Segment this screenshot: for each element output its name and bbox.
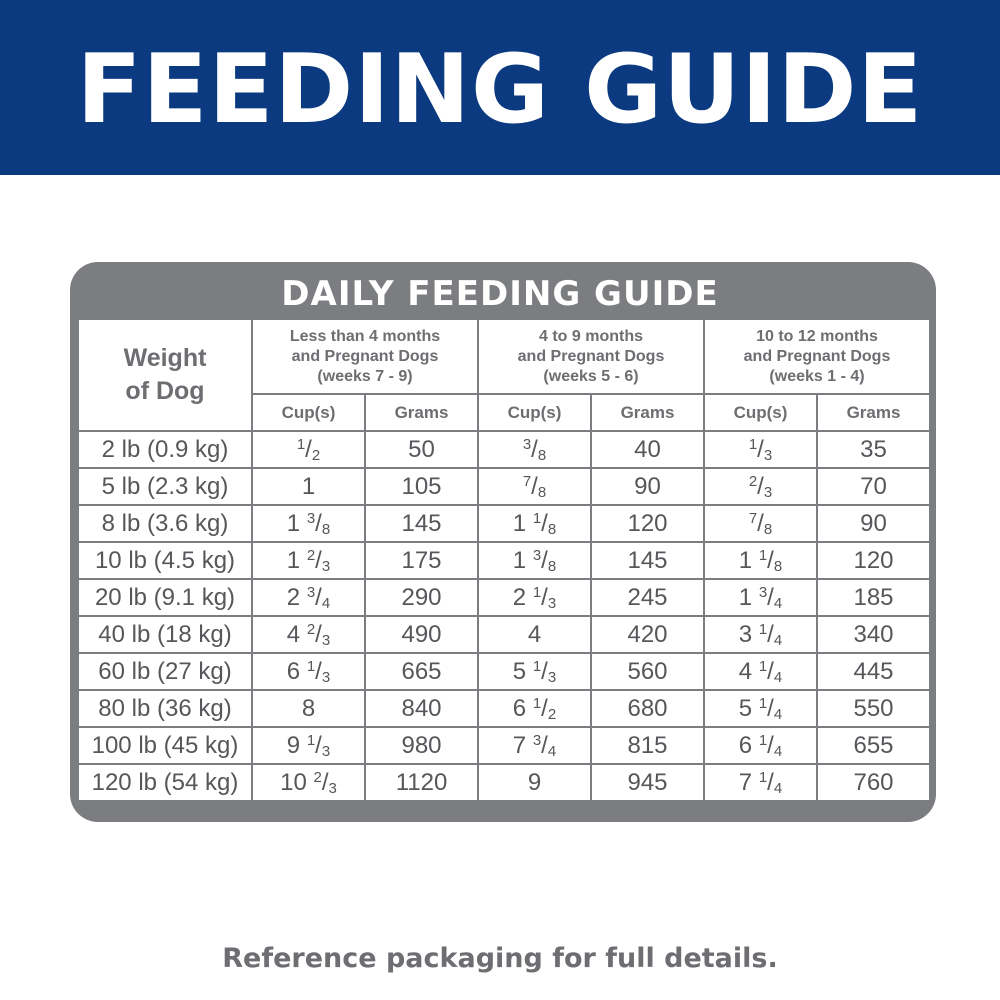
cups-cell: 5 $^1/_3$ [478, 653, 591, 690]
cups-cell: 2 $^3/_4$ [252, 579, 365, 616]
cups-cell: 1 $^1/_8$ [478, 505, 591, 542]
age-group-line: (weeks 5 - 6) [543, 367, 639, 385]
cups-cell: 9 [478, 764, 591, 801]
card-title: DAILY FEEDING GUIDE [281, 274, 719, 314]
cups-cell [478, 431, 591, 468]
fraction: $^2/_3$ [306, 546, 331, 575]
weight-cell: 8 lb (3.6 kg) [78, 505, 252, 542]
fraction: $^1/_4$ [758, 731, 783, 760]
weight-header-line-1: Weight [123, 344, 207, 372]
age-group-line: (weeks 1 - 4) [769, 367, 865, 385]
fraction: $^3/_8$ [532, 546, 557, 575]
cups-cell [704, 468, 817, 505]
grams-cell: 760 [817, 764, 930, 801]
cups-cell: 1 $^3/_4$ [704, 579, 817, 616]
table-row [78, 579, 930, 616]
cups-column-header: Cup(s) [478, 394, 591, 431]
cups-cell: 6 $^1/_2$ [478, 690, 591, 727]
age-group-line: and Pregnant Dogs [291, 347, 439, 365]
cups-cell: 3 $^1/_4$ [704, 616, 817, 653]
cups-cell: 6 $^1/_3$ [252, 653, 365, 690]
cups-cell [478, 468, 591, 505]
grams-column-header: Grams [365, 394, 478, 431]
fraction: $^1/_3$ [532, 657, 557, 686]
fraction: $^1/_2$ [296, 435, 321, 464]
grams-cell: 420 [591, 616, 704, 653]
weight-cell: 120 lb (54 kg) [78, 764, 252, 801]
table-row [78, 468, 930, 505]
cups-cell: 1 $^2/_3$ [252, 542, 365, 579]
fraction: $^1/_3$ [306, 731, 331, 760]
cups-cell: 4 $^1/_4$ [704, 653, 817, 690]
cups-cell: 9 $^1/_3$ [252, 727, 365, 764]
cups-cell [252, 431, 365, 468]
weight-header-line-2: of Dog [125, 377, 205, 405]
cups-cell: 7 $^3/_4$ [478, 727, 591, 764]
grams-cell: 340 [817, 616, 930, 653]
grams-cell: 35 [817, 431, 930, 468]
grams-cell: 815 [591, 727, 704, 764]
cups-cell: 2 $^1/_3$ [478, 579, 591, 616]
weight-cell: 20 lb (9.1 kg) [78, 579, 252, 616]
fraction: $^7/_8$ [522, 472, 547, 501]
cups-cell [704, 431, 817, 468]
age-group-line: 4 to 9 months [538, 327, 643, 345]
fraction: $^3/_4$ [306, 583, 331, 612]
age-group-line: and Pregnant Dogs [743, 347, 891, 365]
grams-cell: 1120 [365, 764, 478, 801]
fraction: $^1/_2$ [532, 694, 557, 723]
grams-cell: 445 [817, 653, 930, 690]
fraction: $^1/_4$ [758, 768, 783, 797]
age-group-line: 10 to 12 months [756, 327, 878, 345]
cups-cell: 1 [252, 468, 365, 505]
feeding-table [77, 318, 931, 802]
grams-column-header: Grams [591, 394, 704, 431]
cups-cell: 7 $^1/_4$ [704, 764, 817, 801]
footer-note: Reference packaging for full details. [222, 943, 778, 974]
fraction: $^3/_4$ [532, 731, 557, 760]
fraction: $^1/_8$ [758, 546, 783, 575]
weight-cell: 80 lb (36 kg) [78, 690, 252, 727]
weight-cell: 60 lb (27 kg) [78, 653, 252, 690]
age-group-header [252, 319, 478, 394]
fraction: $^1/_4$ [758, 620, 783, 649]
age-group-line: (weeks 7 - 9) [317, 367, 413, 385]
cups-cell: 4 $^2/_3$ [252, 616, 365, 653]
cups-cell: 6 $^1/_4$ [704, 727, 817, 764]
grams-cell: 980 [365, 727, 478, 764]
fraction: $^1/_3$ [748, 435, 773, 464]
table-row [78, 542, 930, 579]
grams-cell: 120 [591, 505, 704, 542]
cups-cell: 5 $^1/_4$ [704, 690, 817, 727]
table-row [78, 690, 930, 727]
grams-cell: 560 [591, 653, 704, 690]
page-title: FEEDING GUIDE [76, 35, 924, 145]
cups-cell: 1 $^1/_8$ [704, 542, 817, 579]
table-row [78, 653, 930, 690]
grams-cell: 945 [591, 764, 704, 801]
fraction: $^3/_8$ [522, 435, 547, 464]
age-group-line: and Pregnant Dogs [517, 347, 665, 365]
weight-cell: 100 lb (45 kg) [78, 727, 252, 764]
cups-column-header: Cup(s) [704, 394, 817, 431]
grams-cell: 290 [365, 579, 478, 616]
grams-column-header: Grams [817, 394, 930, 431]
grams-cell: 90 [591, 468, 704, 505]
grams-cell: 840 [365, 690, 478, 727]
fraction: $^1/_3$ [532, 583, 557, 612]
grams-cell: 120 [817, 542, 930, 579]
table-body [78, 431, 930, 801]
cups-cell [704, 505, 817, 542]
weight-cell: 2 lb (0.9 kg) [78, 431, 252, 468]
grams-cell: 655 [817, 727, 930, 764]
cups-cell: 1 $^3/_8$ [478, 542, 591, 579]
cups-cell: 4 [478, 616, 591, 653]
grams-cell: 175 [365, 542, 478, 579]
grams-cell: 40 [591, 431, 704, 468]
grams-cell: 50 [365, 431, 478, 468]
age-group-header [478, 319, 704, 394]
grams-cell: 680 [591, 690, 704, 727]
cups-cell: 1 $^3/_8$ [252, 505, 365, 542]
age-group-header [704, 319, 930, 394]
grams-cell: 665 [365, 653, 478, 690]
fraction: $^1/_4$ [758, 694, 783, 723]
fraction: $^2/_3$ [748, 472, 773, 501]
cups-cell: 10 $^2/_3$ [252, 764, 365, 801]
table-row [78, 431, 930, 468]
table-row [78, 616, 930, 653]
grams-cell: 245 [591, 579, 704, 616]
age-group-line: Less than 4 months [289, 327, 441, 345]
grams-cell: 145 [365, 505, 478, 542]
grams-cell: 185 [817, 579, 930, 616]
grams-cell: 145 [591, 542, 704, 579]
weight-cell: 40 lb (18 kg) [78, 616, 252, 653]
fraction: $^3/_4$ [758, 583, 783, 612]
table-row [78, 727, 930, 764]
fraction: $^1/_4$ [758, 657, 783, 686]
weight-header [78, 319, 252, 431]
grams-cell: 90 [817, 505, 930, 542]
table-row [78, 505, 930, 542]
fraction: $^2/_3$ [306, 620, 331, 649]
grams-cell: 105 [365, 468, 478, 505]
grams-cell: 70 [817, 468, 930, 505]
weight-cell: 5 lb (2.3 kg) [78, 468, 252, 505]
grams-cell: 490 [365, 616, 478, 653]
table-row [78, 764, 930, 801]
fraction: $^1/_3$ [306, 657, 331, 686]
fraction: $^3/_8$ [306, 509, 331, 538]
cups-cell: 8 [252, 690, 365, 727]
weight-cell: 10 lb (4.5 kg) [78, 542, 252, 579]
fraction: $^2/_3$ [313, 768, 337, 797]
fraction: $^7/_8$ [748, 509, 773, 538]
cups-column-header: Cup(s) [252, 394, 365, 431]
grams-cell: 550 [817, 690, 930, 727]
fraction: $^1/_8$ [532, 509, 557, 538]
